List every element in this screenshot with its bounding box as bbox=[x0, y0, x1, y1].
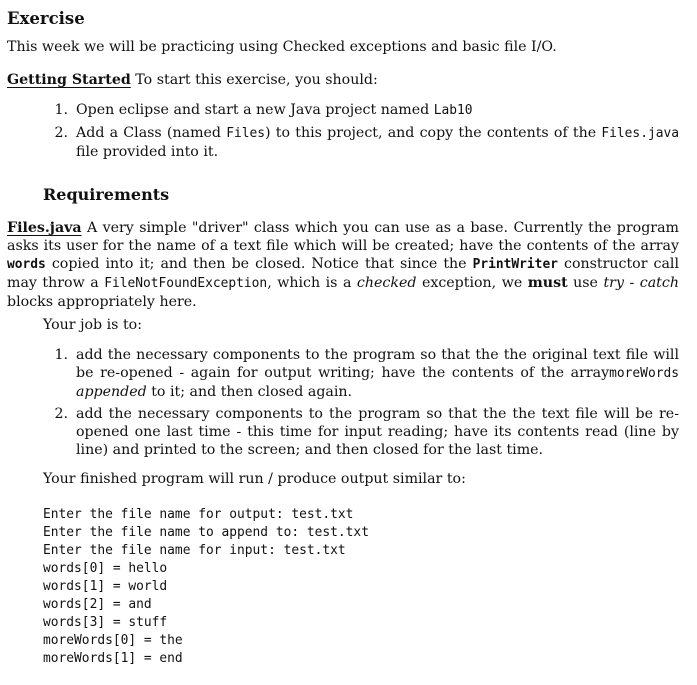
output-line: words[3] = stuff bbox=[43, 615, 168, 630]
task-1-text-a: add the necessary components to the program so that the the original text file will be re-opened - again for output writing; have the contents of the array bbox=[76, 347, 679, 381]
job-lead: Your job is to: bbox=[43, 317, 142, 333]
strong-must: must bbox=[527, 275, 568, 291]
step-1-text: Open eclipse and start a new Java project named bbox=[76, 102, 434, 118]
step-2 bbox=[76, 124, 679, 161]
output-line: words[0] = hello bbox=[43, 561, 168, 576]
step-2-text-c: file provided into it. bbox=[76, 144, 219, 160]
getting-started-lead: To start this exercise, you should: bbox=[135, 72, 378, 88]
task-2-number: 2. bbox=[54, 406, 68, 422]
exercise-title: Exercise bbox=[7, 9, 85, 28]
desc-3: constructor call may throw a bbox=[7, 256, 680, 291]
output-line: moreWords[1] = end bbox=[43, 651, 183, 666]
em-checked: checked bbox=[356, 275, 417, 291]
task-1-text-c: to it; and then closed again. bbox=[146, 384, 353, 400]
desc-7: blocks appropriately here. bbox=[7, 294, 197, 310]
step-2-text-b: ) to this project, and copy the contents of the bbox=[265, 125, 602, 141]
desc-5: exception, we bbox=[416, 275, 528, 291]
output-line: Enter the file name to append to: test.txt bbox=[43, 525, 369, 540]
task-1 bbox=[76, 346, 679, 401]
getting-started-line bbox=[7, 71, 378, 89]
requirements-heading: Requirements bbox=[43, 185, 170, 204]
task-1-em: appended bbox=[76, 384, 147, 400]
desc-4: , which is a bbox=[267, 275, 357, 291]
getting-started-heading: Getting Started bbox=[7, 72, 131, 88]
desc-1: A very simple "driver" class which you can use as a base. Currently the program asks its user for the name of a text file which will be created; have the contents of the array bbox=[7, 220, 679, 254]
files-java-label: Files.java bbox=[7, 220, 82, 236]
output-line: words[1] = world bbox=[43, 579, 168, 594]
step-2-number: 2. bbox=[54, 125, 68, 141]
step-2-text-a: Add a Class (named bbox=[76, 125, 227, 141]
step-1 bbox=[76, 101, 473, 120]
files-java-description bbox=[7, 219, 679, 311]
desc-2: copied into it; and then be closed. Notice that since the bbox=[45, 256, 473, 272]
step-2-file-name: Files.java bbox=[601, 126, 679, 141]
output-line: words[2] = and bbox=[43, 597, 152, 612]
em-try-catch: try - catch bbox=[603, 275, 679, 291]
step-2-class-name: Files bbox=[226, 126, 266, 141]
step-1-project-name: Lab10 bbox=[433, 103, 473, 118]
step-1-number: 1. bbox=[54, 102, 68, 118]
exercise-intro: This week we will be practicing using Checked exceptions and basic file I/O. bbox=[7, 39, 557, 55]
task-1-code: moreWords bbox=[609, 366, 679, 381]
output-line: Enter the file name for output: test.txt bbox=[43, 507, 354, 522]
task-1-number: 1. bbox=[54, 347, 68, 363]
finished-lead: Your finished program will run / produce output similar to: bbox=[43, 471, 466, 487]
code-words: words bbox=[7, 257, 46, 272]
task-2: add the necessary components to the program so that the the text file will be re-opened one last time - this time for input reading; have its contents read (line by line) and printed to the screen; and then closed for the last time. bbox=[76, 406, 679, 458]
desc-6: use bbox=[567, 275, 604, 291]
code-printwriter: PrintWriter bbox=[472, 257, 558, 272]
code-filenotfound: FileNotFoundException bbox=[104, 276, 268, 291]
output-line: moreWords[0] = the bbox=[43, 633, 183, 648]
output-line: Enter the file name for input: test.txt bbox=[43, 543, 346, 558]
